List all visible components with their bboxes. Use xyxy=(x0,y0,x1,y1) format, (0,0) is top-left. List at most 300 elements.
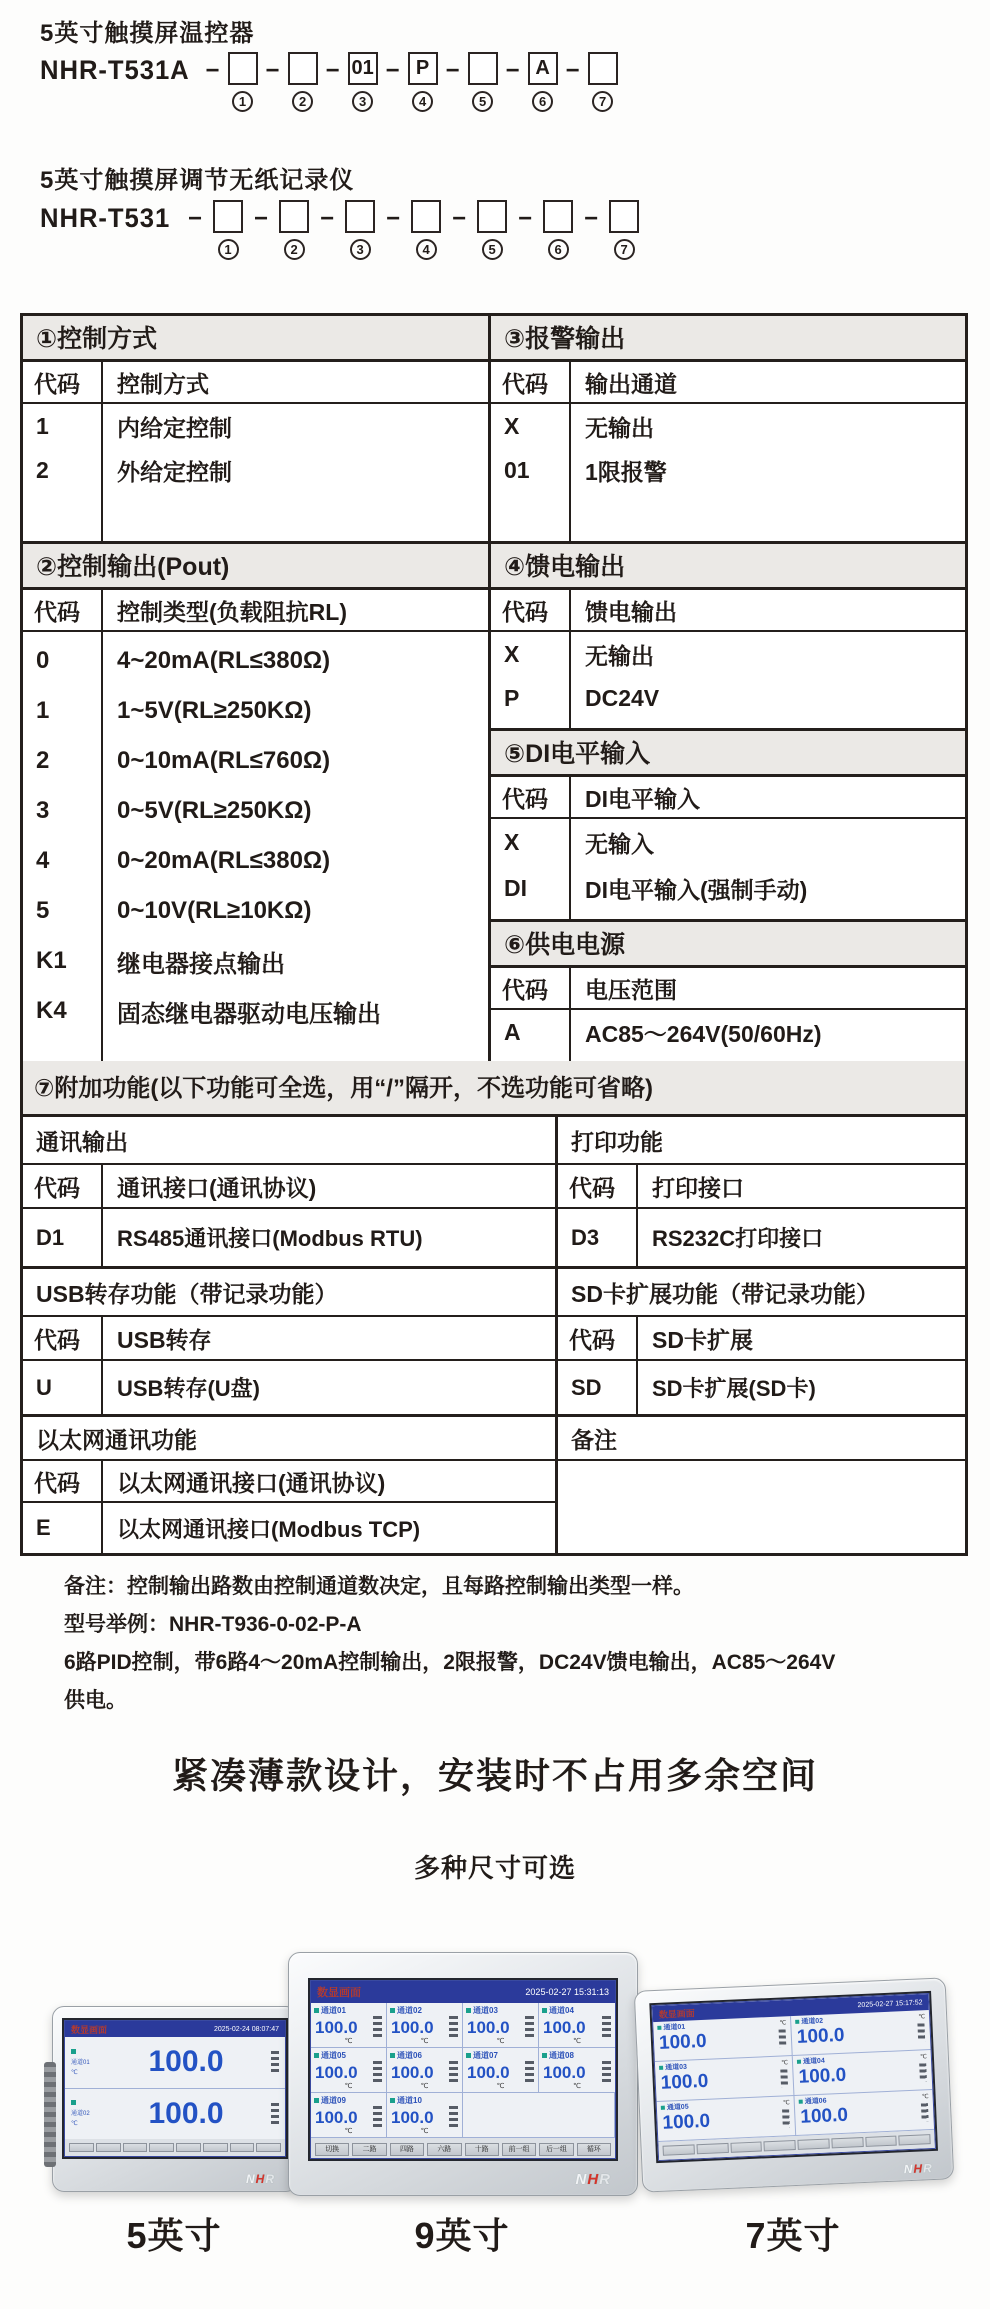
channel-cell xyxy=(65,2037,285,2088)
section-di-input xyxy=(491,731,965,922)
channel-name: 通道05 xyxy=(666,2103,689,2112)
channel-unit: ℃ xyxy=(573,2038,581,2045)
channel-cell xyxy=(463,2048,539,2093)
code-col-header: 代码 xyxy=(502,976,548,1003)
subtable-print xyxy=(558,1117,965,1266)
channel-unit: ℃ xyxy=(344,2083,353,2090)
section-additional-functions xyxy=(23,1061,965,1553)
status-dot-icon xyxy=(71,2049,76,2054)
subtable-header: 通讯输出 xyxy=(23,1117,555,1165)
channel-unit: ℃ xyxy=(344,2128,353,2135)
spec-desc: 0~10mA(RL≤760Ω) xyxy=(117,747,331,774)
slot-number-icon: 3 xyxy=(352,91,373,112)
spec-row xyxy=(491,865,965,911)
spec-row xyxy=(558,1361,965,1414)
model-slot xyxy=(309,200,375,260)
channel-grid xyxy=(311,2003,615,2138)
desc-col-header: 馈电输出 xyxy=(585,598,677,625)
note-line: 备注：控制输出路数由控制通道数决定，且每路控制输出类型一样。 xyxy=(64,1575,694,1598)
model-option-box xyxy=(609,200,639,233)
channel-unit: ℃ xyxy=(779,2019,787,2027)
screen-button xyxy=(69,2143,94,2152)
screen-timestamp: 2025-02-27 15:17:52 xyxy=(857,1998,923,2009)
spec-desc: 无输出 xyxy=(585,414,654,441)
code-col-header: 代码 xyxy=(502,598,548,625)
channel-name: 通道03 xyxy=(664,2063,688,2072)
model-slot xyxy=(558,52,618,112)
screen-button xyxy=(123,2143,148,2152)
channel-unit: ℃ xyxy=(344,2038,353,2045)
spec-desc: 4~20mA(RL≤380Ω) xyxy=(117,647,331,674)
level-bars-icon xyxy=(449,2106,458,2130)
model-option-box: 01 xyxy=(348,52,378,85)
desc-col-header: 打印接口 xyxy=(652,1174,744,1201)
subtable-comm xyxy=(23,1117,558,1266)
screen-button-bar xyxy=(311,2138,615,2159)
spec-code: E xyxy=(36,1515,51,1540)
channel-name: 通道01 xyxy=(321,2006,346,2015)
channel-cell xyxy=(653,2016,793,2062)
spec-row xyxy=(23,448,488,492)
spec-table xyxy=(20,313,968,1556)
spec-desc: SD卡扩展(SD卡) xyxy=(652,1376,816,1401)
desc-col-header: 电压范围 xyxy=(585,976,677,1003)
channel-value: 100.0 xyxy=(467,2063,510,2082)
slot-number-icon: 6 xyxy=(548,239,569,260)
model-option-box xyxy=(228,52,258,85)
spec-row xyxy=(23,836,488,886)
channel-cell-empty xyxy=(463,2093,539,2138)
model-option-box: P xyxy=(408,52,438,85)
column-header-row xyxy=(23,362,488,404)
spec-code: A xyxy=(504,1018,521,1045)
remark-cell xyxy=(558,1417,965,1553)
model-slot xyxy=(375,200,441,260)
dash-separator: − xyxy=(325,57,340,84)
status-dot-icon xyxy=(542,2008,547,2013)
spec-code: K1 xyxy=(36,947,67,974)
spec-code: 2 xyxy=(36,456,49,483)
desc-col-header: 控制方式 xyxy=(117,370,209,397)
model-option-box xyxy=(411,200,441,233)
desc-col-header: 通讯接口(通讯协议) xyxy=(117,1174,317,1201)
screen-title: 数显画面 xyxy=(658,2007,695,2020)
channel-name: 通道09 xyxy=(321,2096,346,2105)
subtable-header: 打印功能 xyxy=(558,1117,965,1165)
channel-unit: ℃ xyxy=(420,2038,429,2045)
channel-cell xyxy=(539,2003,615,2048)
slot-number-icon: 2 xyxy=(292,91,313,112)
level-bars-icon xyxy=(449,2061,458,2085)
screen-button xyxy=(96,2143,121,2152)
section-title: ①控制方式 xyxy=(23,316,488,362)
code-col-header: 代码 xyxy=(34,598,80,625)
channel-unit: ℃ xyxy=(420,2083,429,2090)
spec-code: D1 xyxy=(36,1224,65,1250)
banner-subline: 多种尺寸可选 xyxy=(413,1853,576,1883)
status-dot-icon xyxy=(542,2053,547,2058)
model-option-box xyxy=(468,52,498,85)
status-dot-icon xyxy=(661,2106,665,2110)
screen-button xyxy=(256,2143,281,2152)
model-option-box xyxy=(543,200,573,233)
desc-col-header: SD卡扩展 xyxy=(652,1326,753,1353)
dash-separator: − xyxy=(505,57,520,84)
section-title: ④馈电输出 xyxy=(491,544,965,590)
dash-separator: − xyxy=(265,57,280,84)
spec-code: DI xyxy=(504,874,527,901)
level-bars-icon xyxy=(921,2103,929,2121)
screen-button: 四路 xyxy=(390,2143,424,2156)
channel-name: 通道02 xyxy=(71,2111,90,2118)
channel-value: 100.0 xyxy=(391,2108,434,2127)
dash-separator: − xyxy=(320,205,335,232)
section-title: ⑦附加功能(以下功能可全选，用“/”隔开，不选功能可省略) xyxy=(23,1061,965,1117)
note-line: 型号举例：NHR-T936-0-02-P-A xyxy=(64,1613,362,1636)
band-comm-print xyxy=(23,1117,965,1269)
code-col-header: 代码 xyxy=(34,1469,80,1496)
dash-separator: − xyxy=(205,57,220,84)
code-col-header: 代码 xyxy=(34,370,80,397)
band-usb-sd xyxy=(23,1269,965,1417)
channel-unit: ℃ xyxy=(920,2053,928,2060)
model-option-box xyxy=(345,200,375,233)
model-slot xyxy=(198,52,258,112)
channel-cell xyxy=(311,2093,387,2138)
level-bars-icon xyxy=(525,2061,534,2085)
channel-value: 100.0 xyxy=(798,2064,847,2088)
spec-code: X xyxy=(504,640,520,667)
channel-cell xyxy=(387,2093,463,2138)
code-col-header: 代码 xyxy=(502,785,548,812)
code-col-header: 代码 xyxy=(502,370,548,397)
channel-cell xyxy=(655,2056,795,2102)
screen-button xyxy=(831,2137,863,2148)
channel-unit: ℃ xyxy=(781,2059,789,2067)
channel-cell xyxy=(387,2003,463,2048)
dash-separator: − xyxy=(445,57,460,84)
screen-button xyxy=(203,2143,228,2152)
column-header-row xyxy=(23,590,488,632)
spec-row xyxy=(23,986,488,1036)
channel-value: 100.0 xyxy=(660,2070,709,2094)
slot-number-icon: 4 xyxy=(412,91,433,112)
model-code-line-1 xyxy=(40,52,618,112)
section-alarm-output xyxy=(491,316,965,544)
channel-value: 100.0 xyxy=(315,2108,358,2127)
section-body xyxy=(491,819,965,919)
screen-button xyxy=(176,2143,201,2152)
level-bars-icon xyxy=(373,2061,382,2085)
size-label-5inch: 5英寸 xyxy=(126,2215,222,2256)
screen-button xyxy=(663,2144,695,2155)
subtable-header: 备注 xyxy=(558,1417,965,1461)
level-bars-icon xyxy=(779,2029,787,2047)
channel-name: 通道04 xyxy=(549,2006,574,2015)
device-9inch xyxy=(288,1952,638,2196)
spec-code: 1 xyxy=(36,412,49,439)
code-col-header: 代码 xyxy=(569,1326,615,1353)
spec-row xyxy=(23,736,488,786)
channel-value: 100.0 xyxy=(799,2104,849,2128)
section-body xyxy=(491,632,965,728)
spec-desc: 0~10V(RL≥10KΩ) xyxy=(117,897,312,924)
screen-button xyxy=(149,2143,174,2152)
channel-cell xyxy=(463,2003,539,2048)
section-control-output xyxy=(23,544,488,1061)
channel-name: 通道02 xyxy=(801,2017,824,2026)
dash-separator: − xyxy=(385,57,400,84)
notes-block xyxy=(64,1568,954,1720)
section-control-mode xyxy=(23,316,488,544)
channel-value: 100.0 xyxy=(148,2045,224,2079)
channel-value: 100.0 xyxy=(391,2018,434,2037)
channel-grid xyxy=(653,2010,934,2142)
spec-row xyxy=(23,1503,555,1553)
spec-desc: 0~20mA(RL≤380Ω) xyxy=(117,847,331,874)
column-header-row xyxy=(491,590,965,632)
spec-desc: DI电平输入(强制手动) xyxy=(585,876,808,903)
status-dot-icon xyxy=(657,2026,661,2030)
spec-row xyxy=(491,448,965,492)
channel-value: 100.0 xyxy=(315,2063,358,2082)
slot-number-icon: 1 xyxy=(218,239,239,260)
remark-empty-area xyxy=(558,1461,965,1553)
nhr-logo: NHR xyxy=(575,2171,611,2188)
model-slot xyxy=(258,52,318,112)
level-bars-icon xyxy=(271,2051,279,2073)
desc-col-header: DI电平输入 xyxy=(585,785,700,812)
screen-button: 十路 xyxy=(465,2143,499,2156)
banner-headline: 紧凑薄款设计，安装时不占用多余空间 xyxy=(171,1755,818,1796)
device-5inch xyxy=(52,2006,298,2192)
dash-separator: − xyxy=(386,205,401,232)
dash-separator: − xyxy=(518,205,533,232)
spec-row xyxy=(491,676,965,720)
model-slot xyxy=(498,52,558,112)
channel-unit: ℃ xyxy=(71,2121,78,2128)
channel-value: 100.0 xyxy=(543,2063,586,2082)
screen-button xyxy=(230,2143,255,2152)
section-title: ②控制输出(Pout) xyxy=(23,544,488,590)
band-ethernet-remark xyxy=(23,1417,965,1553)
spec-desc: USB转存(U盘) xyxy=(117,1376,260,1401)
channel-value: 100.0 xyxy=(391,2063,434,2082)
channel-cell xyxy=(791,2010,931,2056)
status-dot-icon xyxy=(390,2008,395,2013)
section-title: ③报警输出 xyxy=(491,316,965,362)
column-header-row xyxy=(491,968,965,1010)
status-dot-icon xyxy=(314,2053,319,2058)
spec-row xyxy=(23,686,488,736)
dash-separator: − xyxy=(188,205,203,232)
spec-code: X xyxy=(504,828,520,855)
model-slot xyxy=(438,52,498,112)
slot-number-icon: 7 xyxy=(614,239,635,260)
section-feed-output xyxy=(491,544,965,731)
status-dot-icon xyxy=(314,2098,319,2103)
column-header-row xyxy=(491,777,965,819)
spec-row xyxy=(23,936,488,986)
spec-row xyxy=(23,786,488,836)
spec-desc: 内给定控制 xyxy=(117,414,232,441)
channel-name: 通道01 xyxy=(71,2059,90,2066)
spec-code: 3 xyxy=(36,797,50,824)
column-header-row xyxy=(491,362,965,404)
device-screen xyxy=(310,1980,616,2159)
spec-desc: 1限报警 xyxy=(585,458,667,485)
spec-desc: 无输出 xyxy=(585,642,654,669)
spec-row xyxy=(23,1209,555,1266)
model-prefix-1: NHR-T531A xyxy=(40,55,190,85)
channel-value: 100.0 xyxy=(658,2030,708,2054)
model-option-box xyxy=(477,200,507,233)
subtable-sd xyxy=(558,1269,965,1414)
channel-cell-empty xyxy=(539,2093,615,2138)
dash-separator: − xyxy=(565,57,580,84)
spec-row xyxy=(23,886,488,936)
screen-button: 六路 xyxy=(427,2143,461,2156)
spec-row xyxy=(23,1361,555,1414)
status-dot-icon xyxy=(71,2100,76,2105)
channel-list xyxy=(65,2037,285,2139)
section-body xyxy=(491,404,965,541)
level-bars-icon xyxy=(602,2016,611,2040)
code-col-header: 代码 xyxy=(34,1174,80,1201)
screen-button xyxy=(899,2134,931,2145)
model-option-box xyxy=(279,200,309,233)
channel-unit: ℃ xyxy=(918,2013,926,2021)
channel-unit: ℃ xyxy=(782,2099,790,2106)
note-line: 6路PID控制，带6路4～20mA控制输出，2限报警，DC24V馈电输出，AC85～264V xyxy=(64,1651,836,1674)
spec-code: K4 xyxy=(36,997,67,1024)
channel-unit: ℃ xyxy=(573,2083,581,2090)
screen-button xyxy=(764,2140,796,2151)
channel-unit: ℃ xyxy=(921,2093,929,2100)
channel-cell xyxy=(65,2088,285,2140)
slot-number-icon: 5 xyxy=(472,91,493,112)
screen-title: 数显画面 xyxy=(317,1987,361,1999)
status-dot-icon xyxy=(795,2020,799,2024)
desc-col-header: 以太网通讯接口(通讯协议) xyxy=(117,1469,386,1496)
slot-number-icon: 7 xyxy=(592,91,613,112)
channel-value: 100.0 xyxy=(315,2018,358,2037)
level-bars-icon xyxy=(780,2069,788,2087)
channel-name: 通道07 xyxy=(473,2051,498,2060)
screen-button: 切换 xyxy=(315,2143,349,2156)
slot-number-icon: 6 xyxy=(532,91,553,112)
model-slot xyxy=(378,52,438,112)
page-title-recorder: 5英寸触摸屏调节无纸记录仪 xyxy=(40,167,355,194)
desc-col-header: 控制类型(负载阻抗RL) xyxy=(117,598,347,625)
status-dot-icon xyxy=(466,2053,471,2058)
spec-desc: AC85～264V(50/60Hz) xyxy=(585,1020,822,1047)
spec-code: 0 xyxy=(36,647,50,674)
screen-button-bar xyxy=(65,2139,285,2156)
channel-cell xyxy=(311,2048,387,2093)
dash-separator: − xyxy=(584,205,599,232)
model-prefix-2: NHR-T531 xyxy=(40,203,171,233)
spec-desc: 以太网通讯接口(Modbus TCP) xyxy=(117,1516,421,1542)
page-title-controller: 5英寸触摸屏温控器 xyxy=(40,20,255,47)
level-bars-icon xyxy=(271,2103,279,2125)
spec-row xyxy=(491,632,965,676)
spec-code: X xyxy=(504,412,520,439)
spec-desc: RS232C打印接口 xyxy=(652,1226,824,1251)
model-option-box xyxy=(588,52,618,85)
model-slot xyxy=(507,200,573,260)
channel-cell xyxy=(794,2090,934,2136)
section-body xyxy=(23,632,488,1061)
screen-header xyxy=(65,2021,285,2037)
slot-number-icon: 1 xyxy=(232,91,253,112)
channel-name: 通道02 xyxy=(397,2006,422,2015)
channel-name: 通道06 xyxy=(397,2051,422,2060)
status-dot-icon xyxy=(390,2053,395,2058)
level-bars-icon xyxy=(449,2016,458,2040)
channel-name: 通道06 xyxy=(804,2097,827,2106)
screen-header xyxy=(311,1981,615,2003)
status-dot-icon xyxy=(466,2008,471,2013)
channel-value: 100.0 xyxy=(467,2018,510,2037)
spec-row xyxy=(491,404,965,448)
spec-row xyxy=(23,404,488,448)
channel-name: 通道10 xyxy=(397,2096,422,2105)
spec-desc: 继电器接点输出 xyxy=(117,950,285,978)
channel-cell xyxy=(539,2048,615,2093)
dash-separator: − xyxy=(452,205,467,232)
channel-unit: ℃ xyxy=(496,2083,505,2090)
device-screen xyxy=(651,1993,936,2161)
channel-name: 通道05 xyxy=(321,2051,346,2060)
slot-number-icon: 3 xyxy=(350,239,371,260)
spec-row xyxy=(23,636,488,686)
spec-desc: 无输入 xyxy=(585,830,654,857)
screen-button: 前一组 xyxy=(502,2143,536,2156)
screen-timestamp: 2025-02-27 15:31:13 xyxy=(525,1987,609,1997)
dash-separator: − xyxy=(254,205,269,232)
channel-value: 100.0 xyxy=(543,2018,586,2037)
nhr-logo: NHR xyxy=(245,2172,275,2186)
screen-button xyxy=(865,2136,897,2147)
spec-code: U xyxy=(36,1374,52,1400)
level-bars-icon xyxy=(373,2106,382,2130)
spec-desc: 1~5V(RL≥250KΩ) xyxy=(117,697,312,724)
subtable-ethernet xyxy=(23,1417,558,1553)
model-slot xyxy=(318,52,378,112)
screen-button: 二路 xyxy=(352,2143,386,2156)
screen-title: 数显画面 xyxy=(71,2024,108,2035)
slot-number-icon: 5 xyxy=(482,239,503,260)
spec-row xyxy=(491,1010,965,1054)
spec-desc: DC24V xyxy=(585,684,660,711)
spec-desc: 固态继电器驱动电压输出 xyxy=(117,1000,381,1028)
section-power-supply xyxy=(491,922,965,1061)
rear-connector-fins xyxy=(44,2062,56,2167)
channel-cell xyxy=(793,2050,933,2096)
spec-code: 5 xyxy=(36,897,50,924)
channel-value: 100.0 xyxy=(148,2096,224,2130)
nhr-logo: NHR xyxy=(903,2161,934,2177)
spec-code: 2 xyxy=(36,747,50,774)
spec-desc: 外给定控制 xyxy=(117,458,232,485)
screen-button xyxy=(696,2143,728,2154)
status-dot-icon xyxy=(314,2008,319,2013)
channel-unit: ℃ xyxy=(420,2128,429,2135)
status-dot-icon xyxy=(797,2060,801,2064)
note-line: 供电。 xyxy=(64,1689,127,1712)
channel-unit: ℃ xyxy=(71,2069,78,2076)
